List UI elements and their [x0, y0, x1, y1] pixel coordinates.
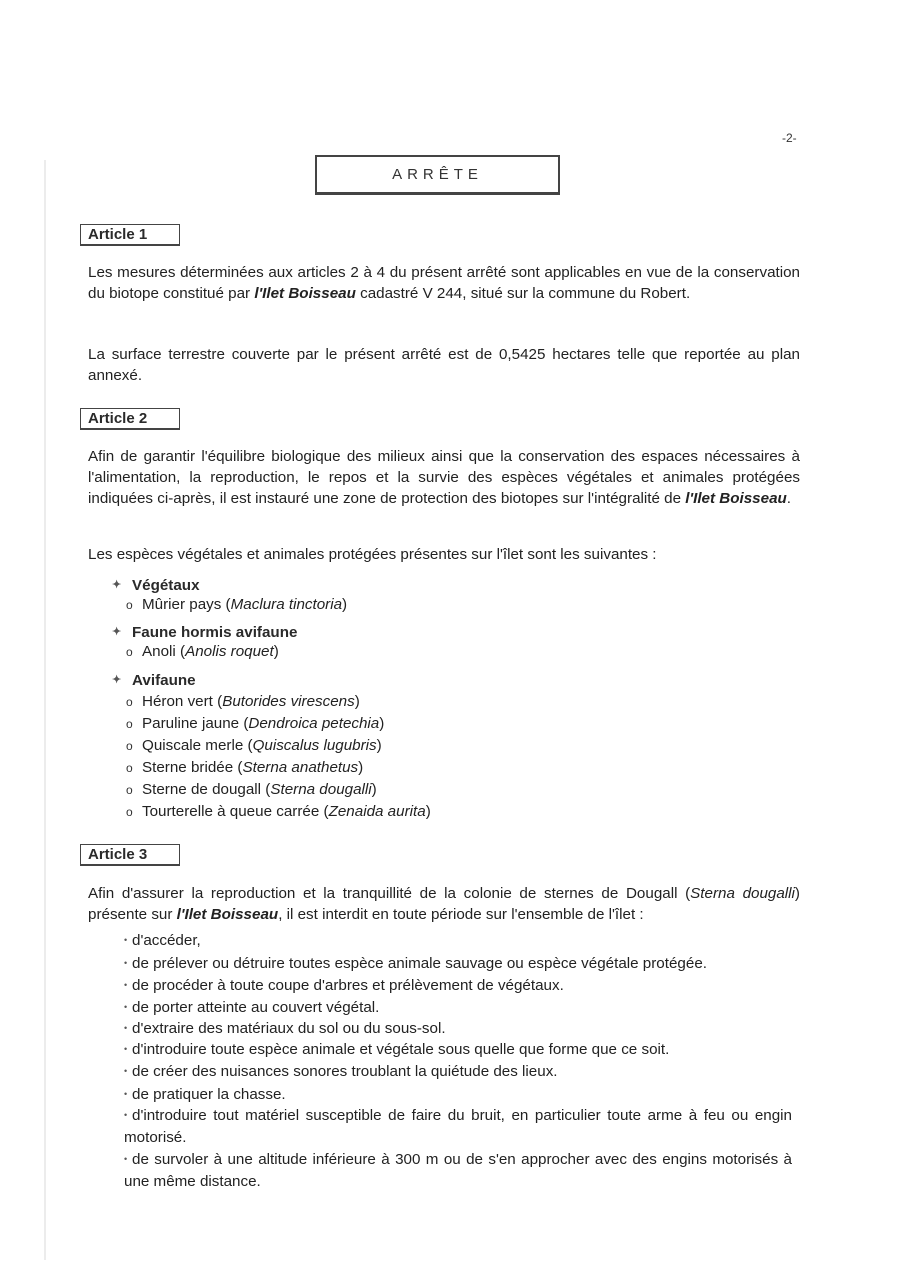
- article-2-paragraph-2: Les espèces végétales et animales protégées présentes sur l'îlet sont les suivantes :: [88, 546, 657, 563]
- species-item: o Paruline jaune (Dendroica petechia): [126, 715, 385, 732]
- prohibition-item: • d'accéder,: [124, 929, 792, 952]
- ilet-name: l'Ilet Boisseau: [254, 285, 356, 302]
- category-vegetaux: ✦ Végétaux: [112, 577, 200, 594]
- prohibition-item: • d'introduire toute espèce animale et végétale sous quelle que forme que ce soit.: [124, 1038, 792, 1061]
- bullet-icon: •: [124, 1023, 128, 1033]
- prohibition-item: • d'introduire tout matériel susceptible de faire du bruit, en particulier toute arme à feu ou engin motorisé.: [124, 1104, 792, 1149]
- species-item: o Héron vert (Butorides virescens): [126, 693, 360, 710]
- bullet-icon: •: [124, 1154, 128, 1164]
- page-number: -2-: [782, 131, 797, 145]
- species-item: o Quiscale merle (Quiscalus lugubris): [126, 737, 382, 754]
- species-item: o Tourterelle à queue carrée (Zenaida aurita): [126, 803, 431, 820]
- species-item: o Mûrier pays (Maclura tinctoria): [126, 596, 348, 613]
- diamond-bullet-icon: ✦: [112, 674, 122, 686]
- prohibition-item: • de survoler à une altitude inférieure à 300 m ou de s'en approcher avec des engins motorisés à une même distance.: [124, 1148, 792, 1193]
- article-2-heading: Article 2: [80, 408, 180, 430]
- scan-edge-line: [44, 160, 46, 1260]
- prohibition-item: • de pratiquer la chasse.: [124, 1083, 792, 1106]
- circle-bullet-icon: o: [126, 805, 133, 819]
- article-1-paragraph-2: La surface terrestre couverte par le présent arrêté est de 0,5425 hectares telle que reportée au plan annexé.: [88, 346, 800, 384]
- circle-bullet-icon: o: [126, 645, 133, 659]
- diamond-bullet-icon: ✦: [112, 579, 122, 591]
- article-3-heading: Article 3: [80, 844, 180, 866]
- article-1-paragraph-1: Les mesures déterminées aux articles 2 à 4 du présent arrêté sont applicables en vue de la conservation du biotope constitué par l'Ilet Boisseau cadastré V 244, situé sur la commune du Robert.: [88, 264, 800, 302]
- article-3-paragraph-1: Afin d'assurer la reproduction et la tranquillité de la colonie de sternes de Dougall (Sterna dougalli) présente sur l'Ilet Boisseau, il est interdit en toute période sur l'ensemble de l'îlet :: [88, 885, 800, 923]
- bullet-icon: •: [124, 958, 128, 968]
- article-1-heading: Article 1: [80, 224, 180, 246]
- diamond-bullet-icon: ✦: [112, 626, 122, 638]
- prohibition-item: • de prélever ou détruire toutes espèce animale sauvage ou espèce végétale protégée.: [124, 952, 792, 975]
- prohibition-item: • d'extraire des matériaux du sol ou du sous-sol.: [124, 1017, 792, 1040]
- bullet-icon: •: [124, 1089, 128, 1099]
- species-item: o Sterne de dougall (Sterna dougalli): [126, 781, 377, 798]
- circle-bullet-icon: o: [126, 783, 133, 797]
- prohibition-item: • de porter atteinte au couvert végétal.: [124, 996, 792, 1019]
- article-2-paragraph-1: Afin de garantir l'équilibre biologique des milieux ainsi que la conservation des espaces nécessaires à l'alimentation, la reproduction, le repos et la survie des espèces végétales et animales protégées indiquées ci-après, il est instauré une zone de protection des biotopes sur l'intégralité de l'Ilet Boisseau.: [88, 448, 800, 507]
- document-title-box: [315, 155, 560, 195]
- prohibition-item: • de procéder à toute coupe d'arbres et prélèvement de végétaux.: [124, 974, 792, 997]
- document-title: ARRÊTE: [392, 166, 483, 183]
- circle-bullet-icon: o: [126, 695, 133, 709]
- ilet-name: l'Ilet Boisseau: [176, 906, 279, 923]
- bullet-icon: •: [124, 1110, 128, 1120]
- bullet-icon: •: [124, 1066, 128, 1076]
- circle-bullet-icon: o: [126, 761, 133, 775]
- ilet-name: l'Ilet Boisseau: [685, 490, 787, 507]
- category-faune: ✦ Faune hormis avifaune: [112, 624, 298, 641]
- species-item: o Anoli (Anolis roquet): [126, 643, 279, 660]
- circle-bullet-icon: o: [126, 598, 133, 612]
- bullet-icon: •: [124, 1002, 128, 1012]
- circle-bullet-icon: o: [126, 739, 133, 753]
- prohibition-item: • de créer des nuisances sonores troublant la quiétude des lieux.: [124, 1060, 792, 1083]
- bullet-icon: •: [124, 980, 128, 990]
- bullet-icon: •: [124, 935, 128, 945]
- category-avifaune: ✦ Avifaune: [112, 672, 196, 689]
- circle-bullet-icon: o: [126, 717, 133, 731]
- species-item: o Sterne bridée (Sterna anathetus): [126, 759, 364, 776]
- bullet-icon: •: [124, 1044, 128, 1054]
